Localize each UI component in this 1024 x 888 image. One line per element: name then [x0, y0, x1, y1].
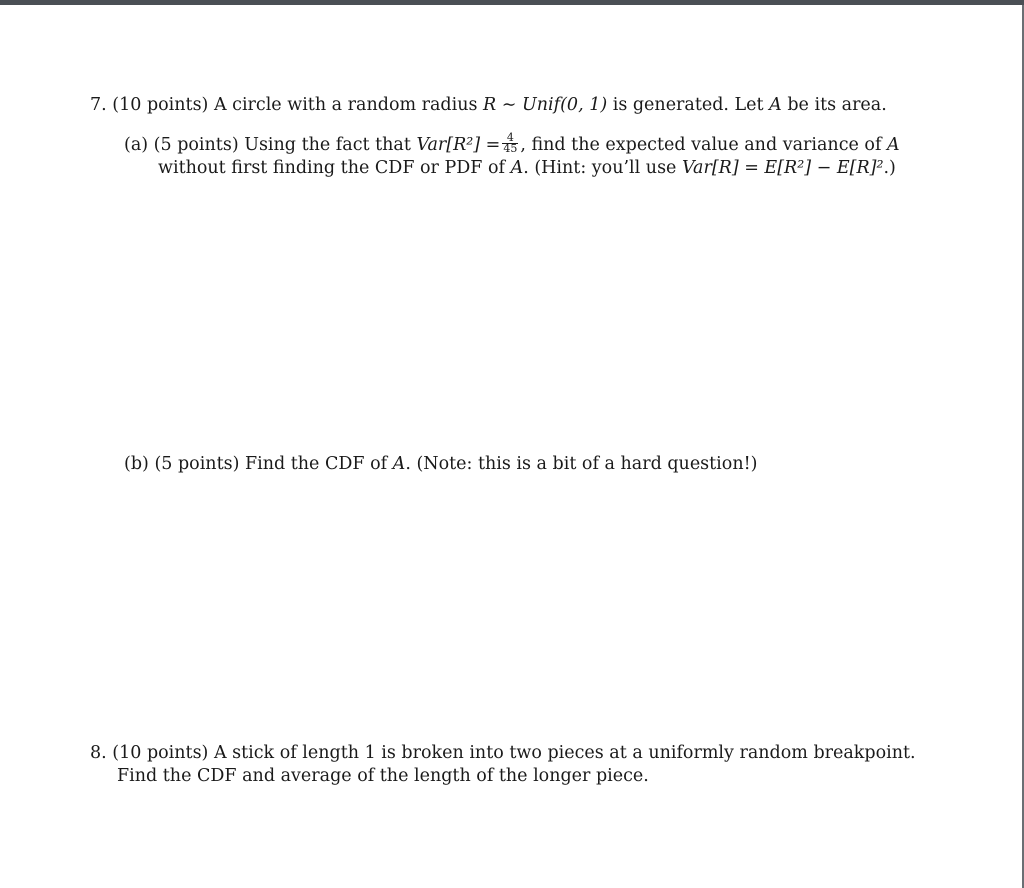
part-b-var-a: A	[392, 454, 406, 474]
question-8-line-1	[90, 742, 916, 765]
part-a-line-1	[124, 131, 900, 157]
question-7-intro	[90, 94, 887, 117]
part-a-fraction	[502, 133, 518, 154]
question-7-text: (10 points) A circle with a random radius	[112, 95, 484, 115]
part-a-hint-math: Var[R] = E[R²] − E[R]²	[681, 158, 884, 178]
part-a-line-2	[158, 157, 896, 180]
question-7-text-3: be its area.	[781, 95, 887, 115]
question-8-number: 8.	[90, 743, 107, 763]
part-b-note: . (Note: this is a bit of a hard question!)	[405, 454, 758, 474]
fraction-numerator: 4	[502, 133, 518, 144]
part-a-label: (a)	[124, 135, 149, 155]
question-8-line-2	[117, 765, 649, 788]
part-b-text: (5 points) Find the CDF of	[154, 454, 393, 474]
part-a-line-2-var: A	[510, 158, 524, 178]
part-b-label: (b)	[124, 454, 149, 474]
question-7-var-a: A	[769, 95, 782, 115]
part-a-text: (5 points) Using the fact that	[153, 135, 417, 155]
part-a-math-var: Var[R²] =	[416, 135, 501, 155]
part-a-line-2-text: without first finding the CDF or PDF of	[158, 158, 511, 178]
question-7-math-r: R ∼ Unif(0, 1)	[483, 95, 608, 115]
question-8-text-2: Find the CDF and average of the length of the longer piece.	[117, 766, 649, 786]
part-a-hint-close: .)	[883, 158, 896, 178]
document-page	[0, 5, 1022, 888]
question-7-number: 7.	[90, 95, 107, 115]
fraction-denominator: 45	[503, 142, 518, 155]
part-a-var-a: A	[887, 135, 900, 155]
question-7-text-2: is generated. Let	[607, 95, 770, 115]
part-b-line	[124, 453, 757, 476]
part-a-text-2: , find the expected value and variance of	[520, 135, 887, 155]
question-8-text: (10 points) A stick of length 1 is broken into two pieces at a uniformly random breakpoint.	[112, 743, 916, 763]
part-a-hint-text: . (Hint: you’ll use	[523, 158, 682, 178]
